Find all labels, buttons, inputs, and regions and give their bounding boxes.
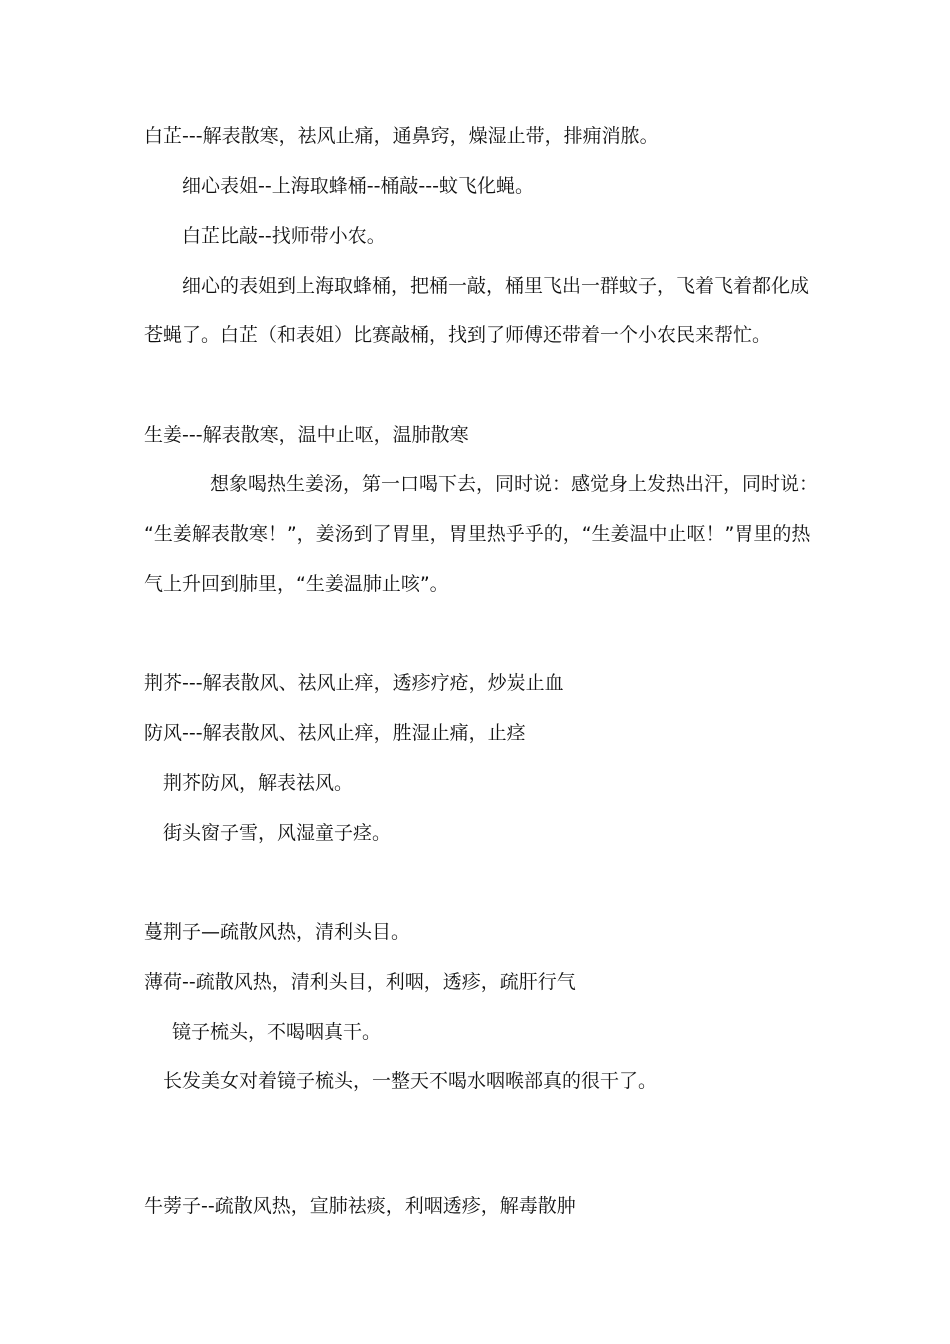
- herb-heading-baizhi: 白芷---解表散寒，祛风止痛，通鼻窍，燥湿止带，排痈消脓。: [144, 125, 659, 147]
- explanation-line: 苍蝇了。白芷（和表姐）比赛敲桶，找到了师傅还带着一个小农民来帮忙。: [144, 324, 772, 346]
- herb-heading-niubangzi: 牛蒡子--疏散风热，宣肺祛痰，利咽透疹，解毒散肿: [144, 1195, 576, 1217]
- herb-heading-manjingzi: 蔓荆子—疏散风热，清利头目。: [144, 921, 411, 943]
- mnemonic-line: 细心表姐--上海取蜂桶--桶敲---蚊飞化蝇。: [182, 175, 534, 197]
- mnemonic-line: 荆芥防风，解表祛风。: [163, 772, 354, 794]
- herb-heading-bohe: 薄荷--疏散风热，清利头目，利咽，透疹，疏肝行气: [144, 971, 576, 993]
- explanation-line: 想象喝热生姜汤，第一口喝下去，同时说：感觉身上发热出汗，同时说：: [210, 473, 819, 495]
- explanation-line: “生姜解表散寒！”，姜汤到了胃里，胃里热乎乎的，“生姜温中止呕！”胃里的热: [144, 523, 811, 545]
- herb-heading-fangfeng: 防风---解表散风、祛风止痒，胜湿止痛，止痉: [144, 722, 526, 744]
- mnemonic-line: 镜子梳头，不喝咽真干。: [172, 1021, 382, 1043]
- explanation-line: 细心的表姐到上海取蜂桶，把桶一敲，桶里飞出一群蚊子，飞着飞着都化成: [182, 275, 810, 297]
- explanation-line: 气上升回到肺里，“生姜温肺止咳”。: [144, 573, 449, 595]
- explanation-line: 长发美女对着镜子梳头，一整天不喝水咽喉部真的很干了。: [163, 1070, 658, 1092]
- herb-heading-jingjie: 荆芥---解表散风、祛风止痒，透疹疗疮，炒炭止血: [144, 672, 564, 694]
- herb-heading-shengjiang: 生姜---解表散寒，温中止呕，温肺散寒: [144, 424, 469, 446]
- mnemonic-line: 街头窗子雪，风湿童子痉。: [163, 822, 392, 844]
- mnemonic-line: 白芷比敲--找师带小农。: [182, 225, 386, 247]
